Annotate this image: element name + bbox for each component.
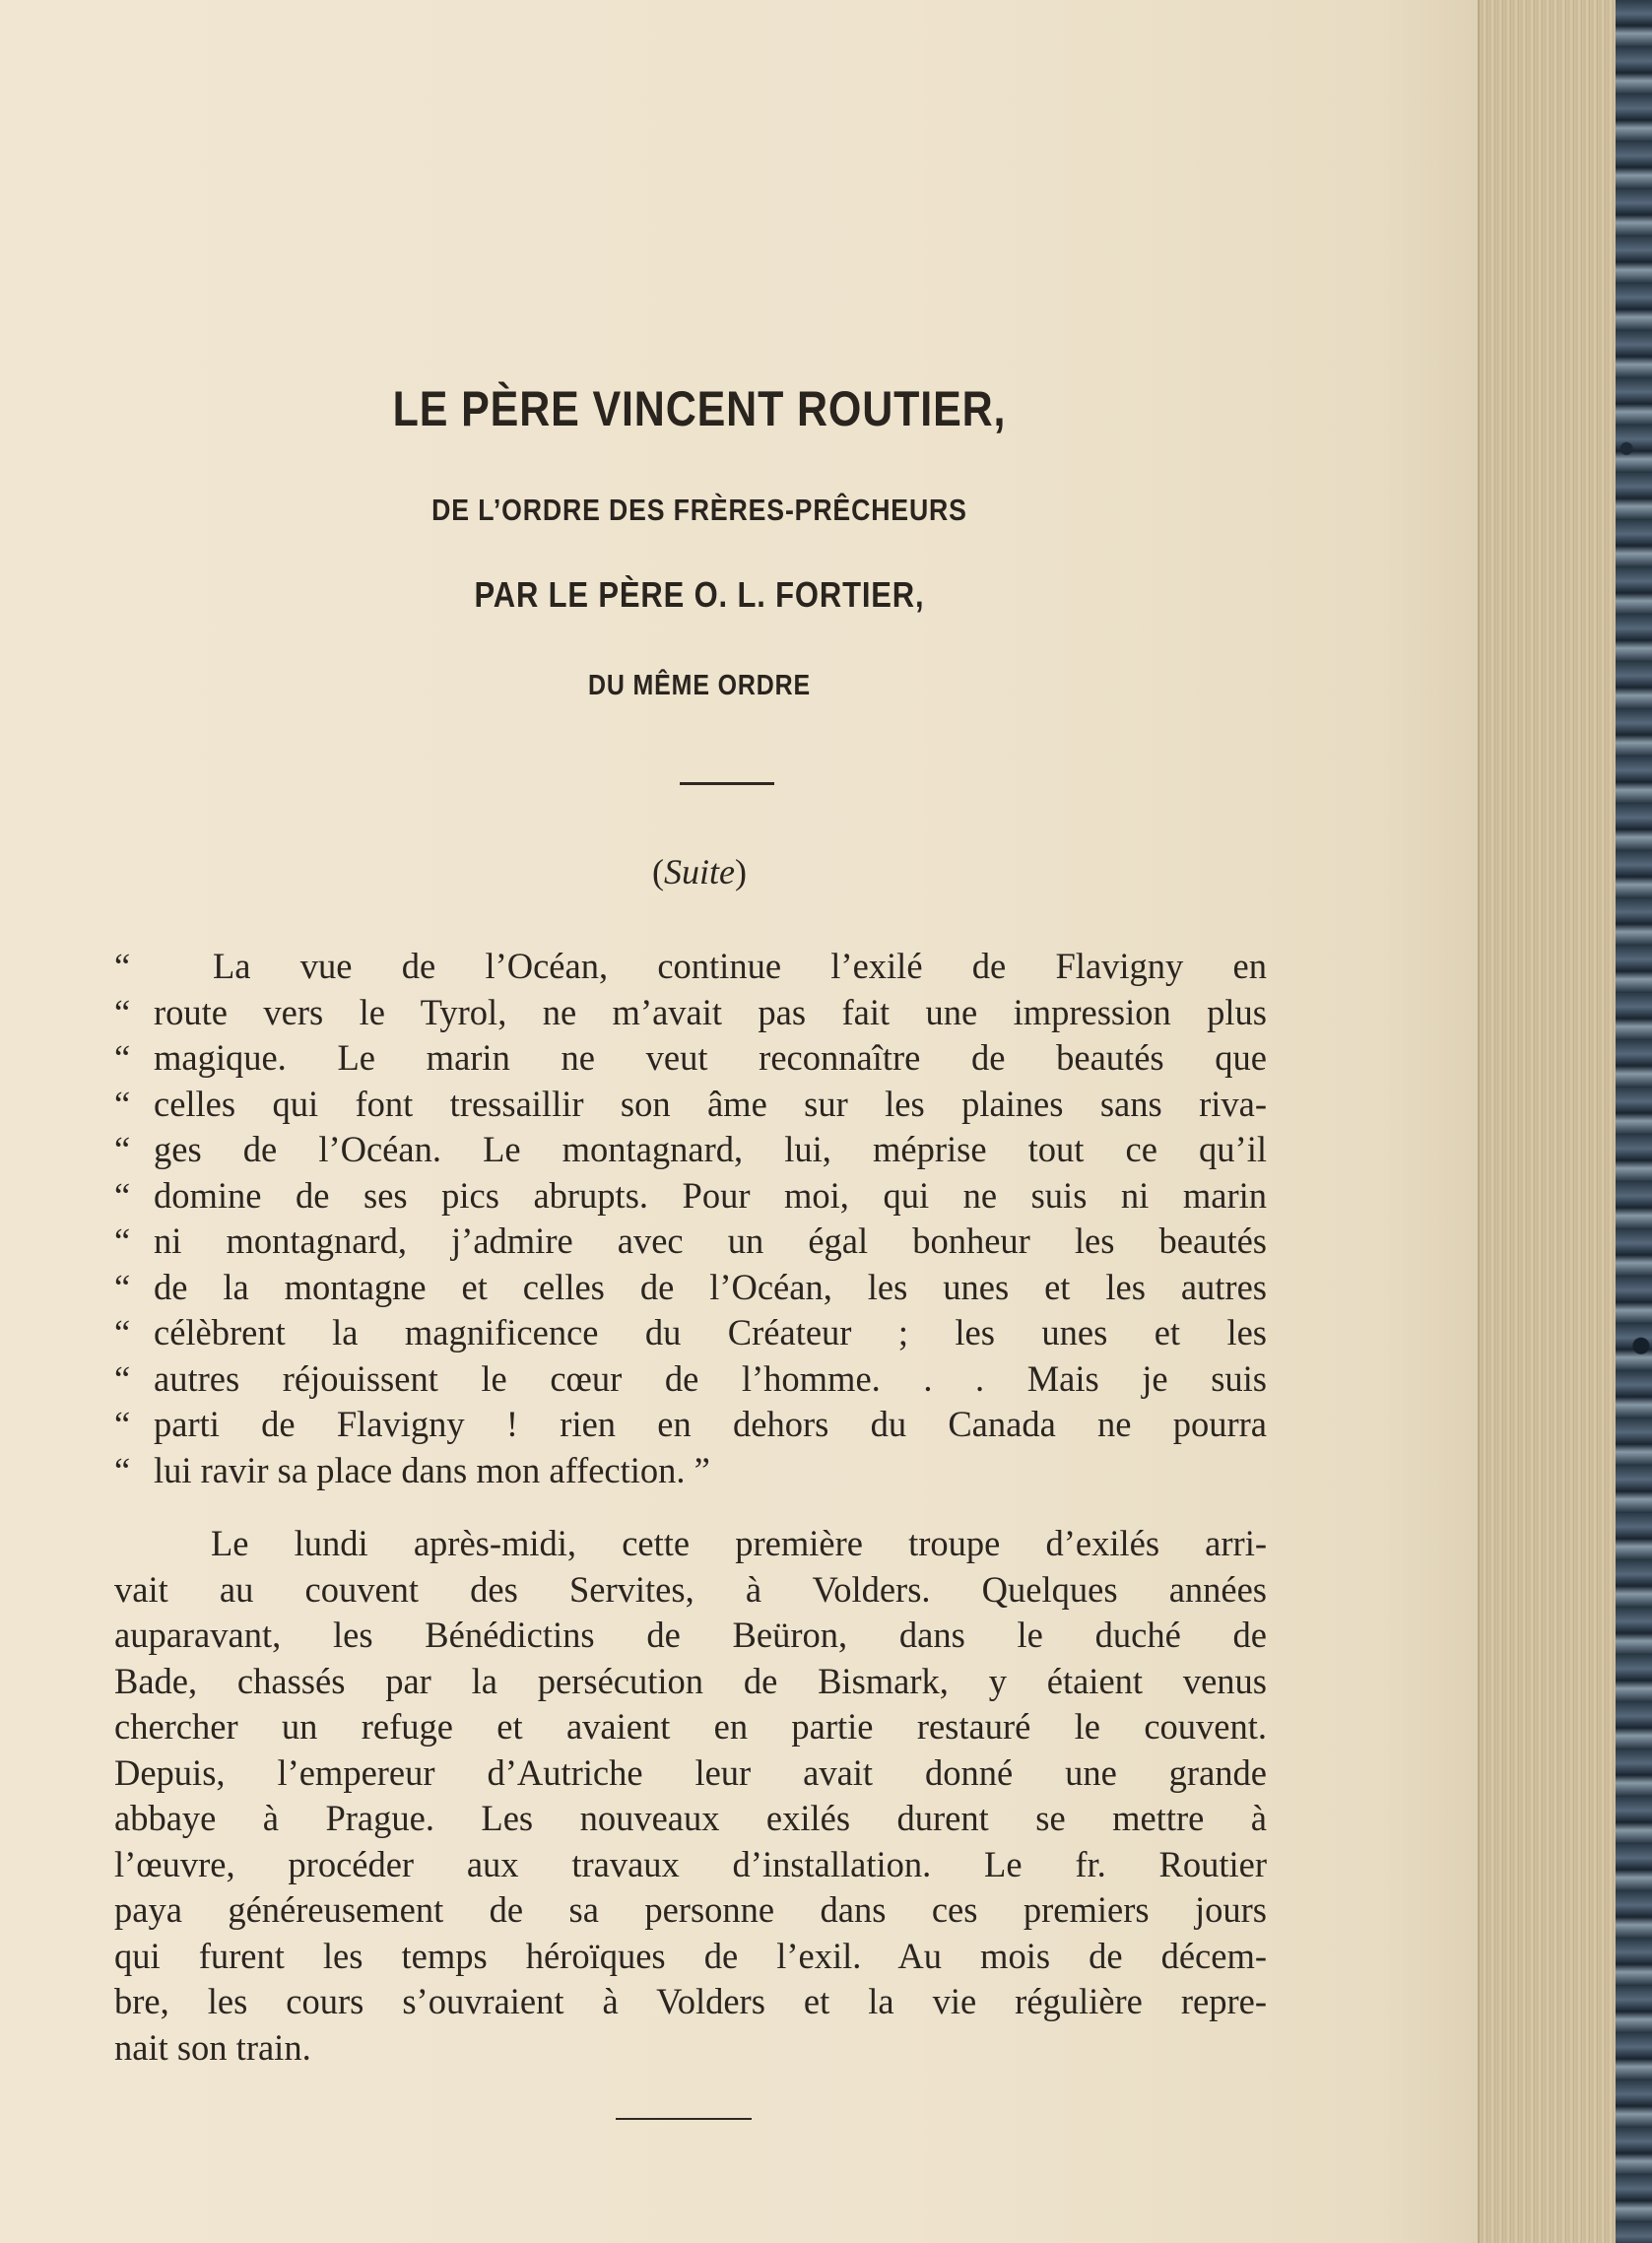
paragraph-line: paya généreusement de sa personne dans ces premiers jours: [114, 1889, 1267, 1930]
quote-line: “ celles qui font tressaillir son âme sur les plaines sans riva-: [114, 1083, 1267, 1124]
quote-line: “ ni montagnard, j’admire avec un égal bonheur les beautés: [114, 1220, 1267, 1261]
body-paragraph: [114, 1521, 1267, 2071]
paragraph-line: Bade, chassés par la persécution de Bismark, y étaient venus: [114, 1660, 1267, 1701]
title-divider: [680, 782, 774, 785]
quote-line: “ autres réjouissent le cœur de l’homme. . . Mais je suis: [114, 1357, 1267, 1399]
author-line: PAR LE PÈRE O. L. FORTIER,: [474, 574, 925, 615]
quote-line: “ lui ravir sa place dans mon affection. ”: [114, 1449, 710, 1490]
quote-line: “ domine de ses pics abrupts. Pour moi, qui ne suis ni marin: [114, 1174, 1267, 1216]
continuation-label: (Suite): [652, 852, 747, 891]
paragraph-line: Le lundi après-midi, cette première troupe d’exilés arri-: [211, 1523, 1267, 1563]
quoted-passage: [114, 944, 1267, 1493]
quote-line: “ route vers le Tyrol, ne m’avait pas fait une impression plus: [114, 991, 1267, 1032]
page-edges: [1478, 0, 1618, 2243]
quote-line: “ parti de Flavigny ! rien en dehors du Canada ne pourra: [114, 1404, 1267, 1444]
quote-line: “ La vue de l’Océan, continue l’exilé de Flavigny en: [114, 946, 1267, 986]
paragraph-line: bre, les cours s’ouvraient à Volders et la vie régulière repre-: [114, 1981, 1267, 2021]
paragraph-line: auparavant, les Bénédictins de Beüron, dans le duché de: [114, 1615, 1267, 1655]
closing-divider: [616, 2118, 752, 2120]
order-line: DE L’ORDRE DES FRÈRES-PRÊCHEURS: [431, 493, 967, 527]
paragraph-line: l’œuvre, procéder aux travaux d’installation. Le fr. Routier: [114, 1843, 1267, 1884]
quote-line: “ célèbrent la magnificence du Créateur ; les unes et les: [114, 1312, 1267, 1352]
quote-line: “ magique. Le marin ne veut reconnaître de beautés que: [114, 1037, 1267, 1078]
article-title: LE PÈRE VINCENT ROUTIER,: [392, 381, 1007, 436]
quote-line: “ de la montagne et celles de l’Océan, les unes et les autres: [114, 1266, 1267, 1307]
quote-line: “ ges de l’Océan. Le montagnard, lui, méprise tout ce qu’il: [114, 1129, 1267, 1169]
paragraph-line: vait au couvent des Servites, à Volders. Quelques années: [114, 1568, 1267, 1610]
paragraph-line: Depuis, l’empereur d’Autriche leur avait donné une grande: [114, 1751, 1267, 1793]
paragraph-line: chercher un refuge et avaient en partie restauré le couvent.: [114, 1706, 1267, 1747]
same-order-line: DU MÊME ORDRE: [588, 670, 811, 701]
marbled-cover: [1616, 0, 1652, 2243]
paragraph-line: qui furent les temps héroïques de l’exil. Au mois de décem-: [114, 1935, 1267, 1976]
paragraph-line: abbaye à Prague. Les nouveaux exilés durent se mettre à: [114, 1798, 1267, 1838]
paragraph-line: nait son train.: [114, 2026, 311, 2068]
